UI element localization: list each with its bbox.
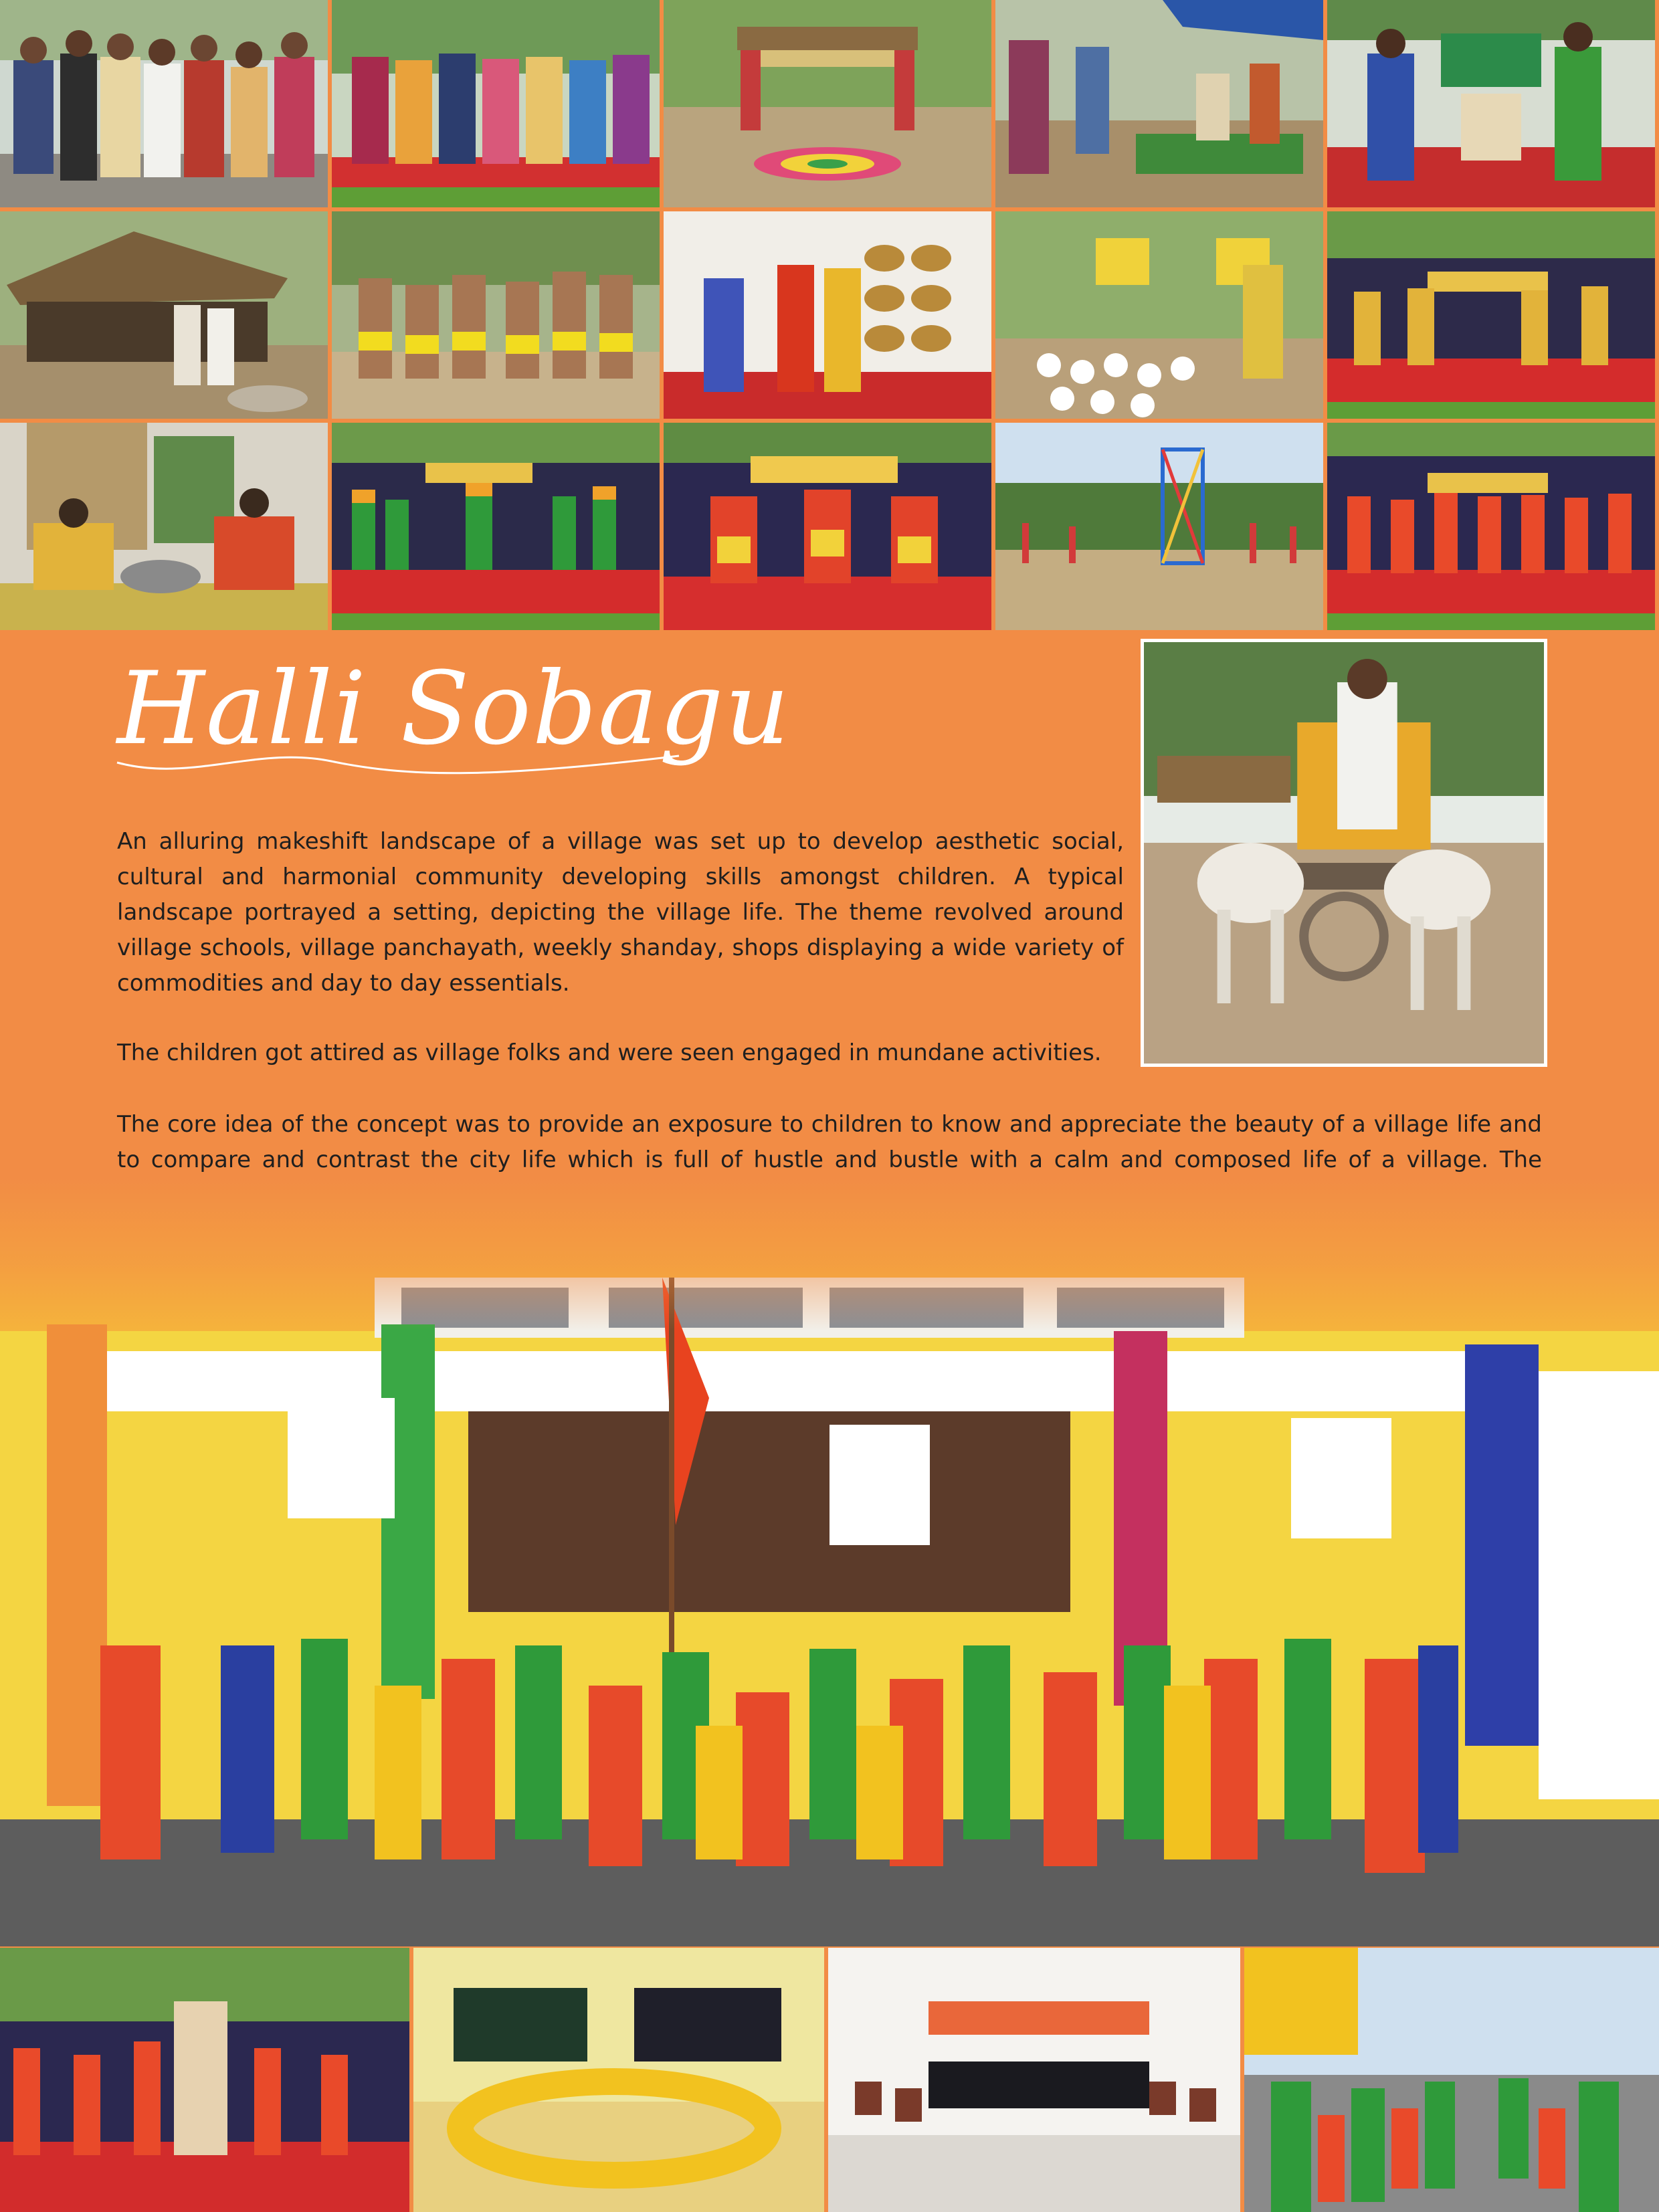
kids-stall-photo: [1327, 0, 1655, 207]
intro-paragraph: An alluring makeshift landscape of a village was set up to develop aesthetic social, cultural and harmonial community developing skills amongst children. A typical landscape portrayed a setting, depicting the village life. The theme revolved around village schools, village panchayath, weekly shanday, shops displaying a wide variety of commodities and day to day essentials.: [117, 828, 1124, 997]
wrestlers-photo: [332, 211, 660, 419]
page-title: Halli Sobagu: [117, 651, 791, 767]
folk-dance-stage-photo: [664, 423, 991, 630]
stage-dance-photo: [1327, 211, 1655, 419]
teachers-group-photo: [332, 0, 660, 207]
art-exhibition-photo: [828, 1948, 1240, 2212]
stage-group-dance-photo: [1327, 423, 1655, 630]
fairground-photo: [995, 423, 1323, 630]
village-school-photo: [995, 211, 1323, 419]
village-entrance-arch-photo: [664, 0, 991, 207]
school-group-procession-photo: [0, 1177, 1659, 1946]
children-stage-photo: [0, 1948, 409, 2212]
yellow-classroom-photo: [413, 1948, 824, 2212]
stage-dancers-green-photo: [332, 423, 660, 630]
market-stalls-photo: [995, 0, 1323, 207]
bullock-cart-photo: [1141, 639, 1547, 1067]
ribbon-cutting-photo: [0, 0, 328, 207]
attire-paragraph: The children got attired as village folks and were seen engaged in mundane activities.: [117, 1039, 1102, 1066]
thatched-hut-photo: [0, 211, 328, 419]
title-swash-decoration: [110, 742, 686, 783]
brass-vessels-photo: [664, 211, 991, 419]
core-idea-paragraph: The core idea of the concept was to provide an exposure to children to know and appreciate the beauty of a village life and to compare and contrast the city life which is full of hustle and bustle with a calm and composed life of a village. The: [117, 1111, 1542, 1173]
grinding-stone-photo: [0, 423, 328, 630]
street-procession-photo: [1244, 1948, 1659, 2212]
